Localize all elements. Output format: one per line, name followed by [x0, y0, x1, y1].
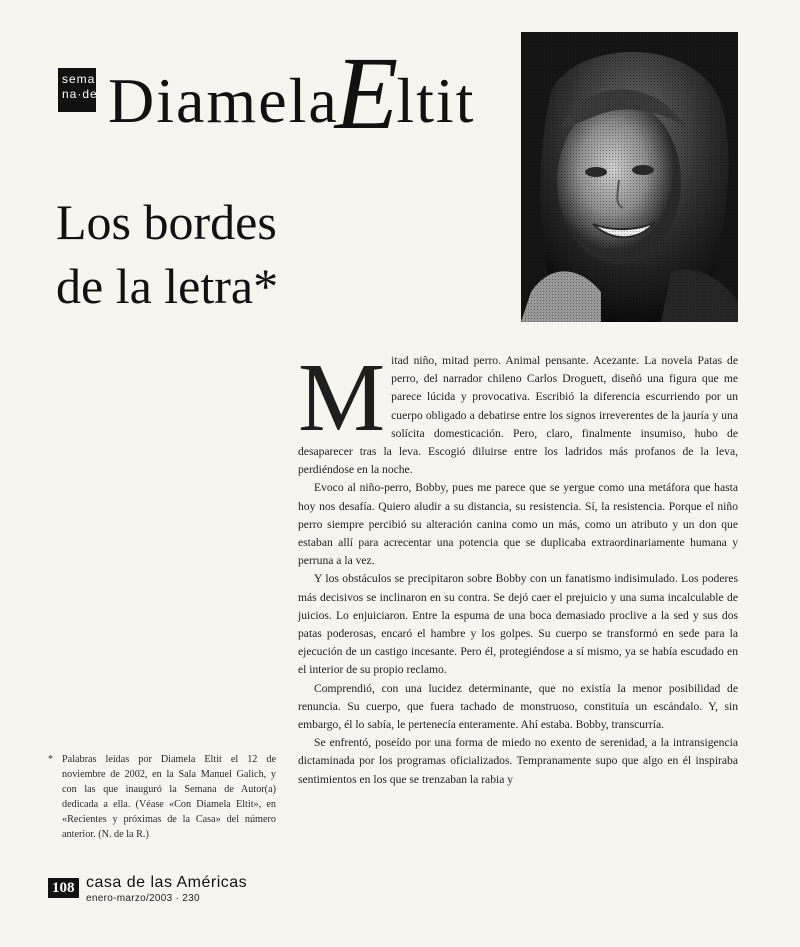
- author-first-name: Diamela: [108, 65, 339, 136]
- paragraph-text: itad niño, mitad perro. Animal pensante. Acezante. La novela Patas de perro, del narrador chileno Carlos Droguett, diseñó una figura que me parece lúcida y provocativa. Escribió la diferencia escurriendo por un cuerpo obligado a debatirse entre los signos irreverentes de la jauría y una solícita domesticación. Pero, claro, finalmente insumiso, hubo de desaparecer tras la leva. Escogió diluirse entre los ladridos más profanos de la leva, perdiéndose en la noche.: [298, 354, 738, 477]
- article-paragraph-4: Comprendió, con una lucidez determinante, que no existía la menor posibilidad de renuncia. Su cuerpo, que fuera tachado de monstruoso, constituía un escándalo. Y, sin embargo, él lo sabía, le pertenecía enteramente. Ahí estaba. Bobby, transcurría.: [298, 681, 738, 732]
- article-paragraph-1: [298, 344, 738, 479]
- author-last-name: ltit: [396, 65, 476, 136]
- magazine-name: [86, 874, 247, 892]
- author-name-heading: [108, 36, 476, 151]
- footnote-text: Palabras leídas por Diamela Eltit el 12 de noviembre de 2002, en la Sala Manuel Galich, y con las que inauguró la Semana de Autor(a) dedicada a ella. (Véase «Con Diamela Eltit», en «Recientes y próximas de la Casa» del número anterior. (N. de la R.): [62, 754, 276, 840]
- article-title: Los bordes de la letra*: [56, 194, 279, 314]
- author-initial: E: [334, 36, 401, 151]
- magazine-logo: casa de las Américas: [86, 874, 248, 891]
- issue-info: enero-marzo/2003 · 230: [86, 893, 200, 904]
- section-tag-line1: sema: [62, 72, 96, 86]
- footnote-mark: *: [48, 754, 54, 765]
- drop-cap: M: [298, 344, 386, 452]
- page-number: 108: [48, 878, 79, 898]
- article-paragraph-3: Y los obstáculos se precipitaron sobre Bobby con un fanatismo indisimulado. Los poderes más decisivos se inclinaron en su contra. Se dejó caer el prejuicio y una suma incalculable de juicios. Lo enjuiciaron. Entre la espuma de una boca demasiado proclive a la sed y sus dos patas poderosas, encaró el hambre y los golpes. Su cuerpo se transformó en sede para la ejecución de un castigo incesante. Pero él, protegiéndose a sí mismo, ya se había escudado en el interior de su propio reclamo.: [298, 572, 738, 677]
- article-paragraph-2: Evoco al niño-perro, Bobby, pues me parece que se yergue como una metáfora que hasta hoy nos desafía. Quiero aludir a su distancia, su resistencia. Sí, la resistencia. Porque el niño perro siempre percibió su alteración canina como un más, como un atributo y un don que estaban allí para acrecentar una potencia que se duplicaba extraordinariamente humana y perruna a la vez.: [298, 481, 738, 568]
- footnote: [50, 752, 276, 842]
- article-paragraph-5: Se enfrentó, poseído por una forma de miedo no exento de serenidad, a la intransigencia dictaminada por los programas oficializados. Tempranamente supo que algo en él inspiraba sentimientos en los que se trenzaban la rabia y: [298, 736, 738, 786]
- section-tag-line2: na·de: [62, 87, 98, 101]
- section-tag: [58, 68, 96, 112]
- article-body: [298, 344, 738, 789]
- author-portrait-photo: [521, 32, 738, 322]
- portrait-image: [521, 32, 738, 322]
